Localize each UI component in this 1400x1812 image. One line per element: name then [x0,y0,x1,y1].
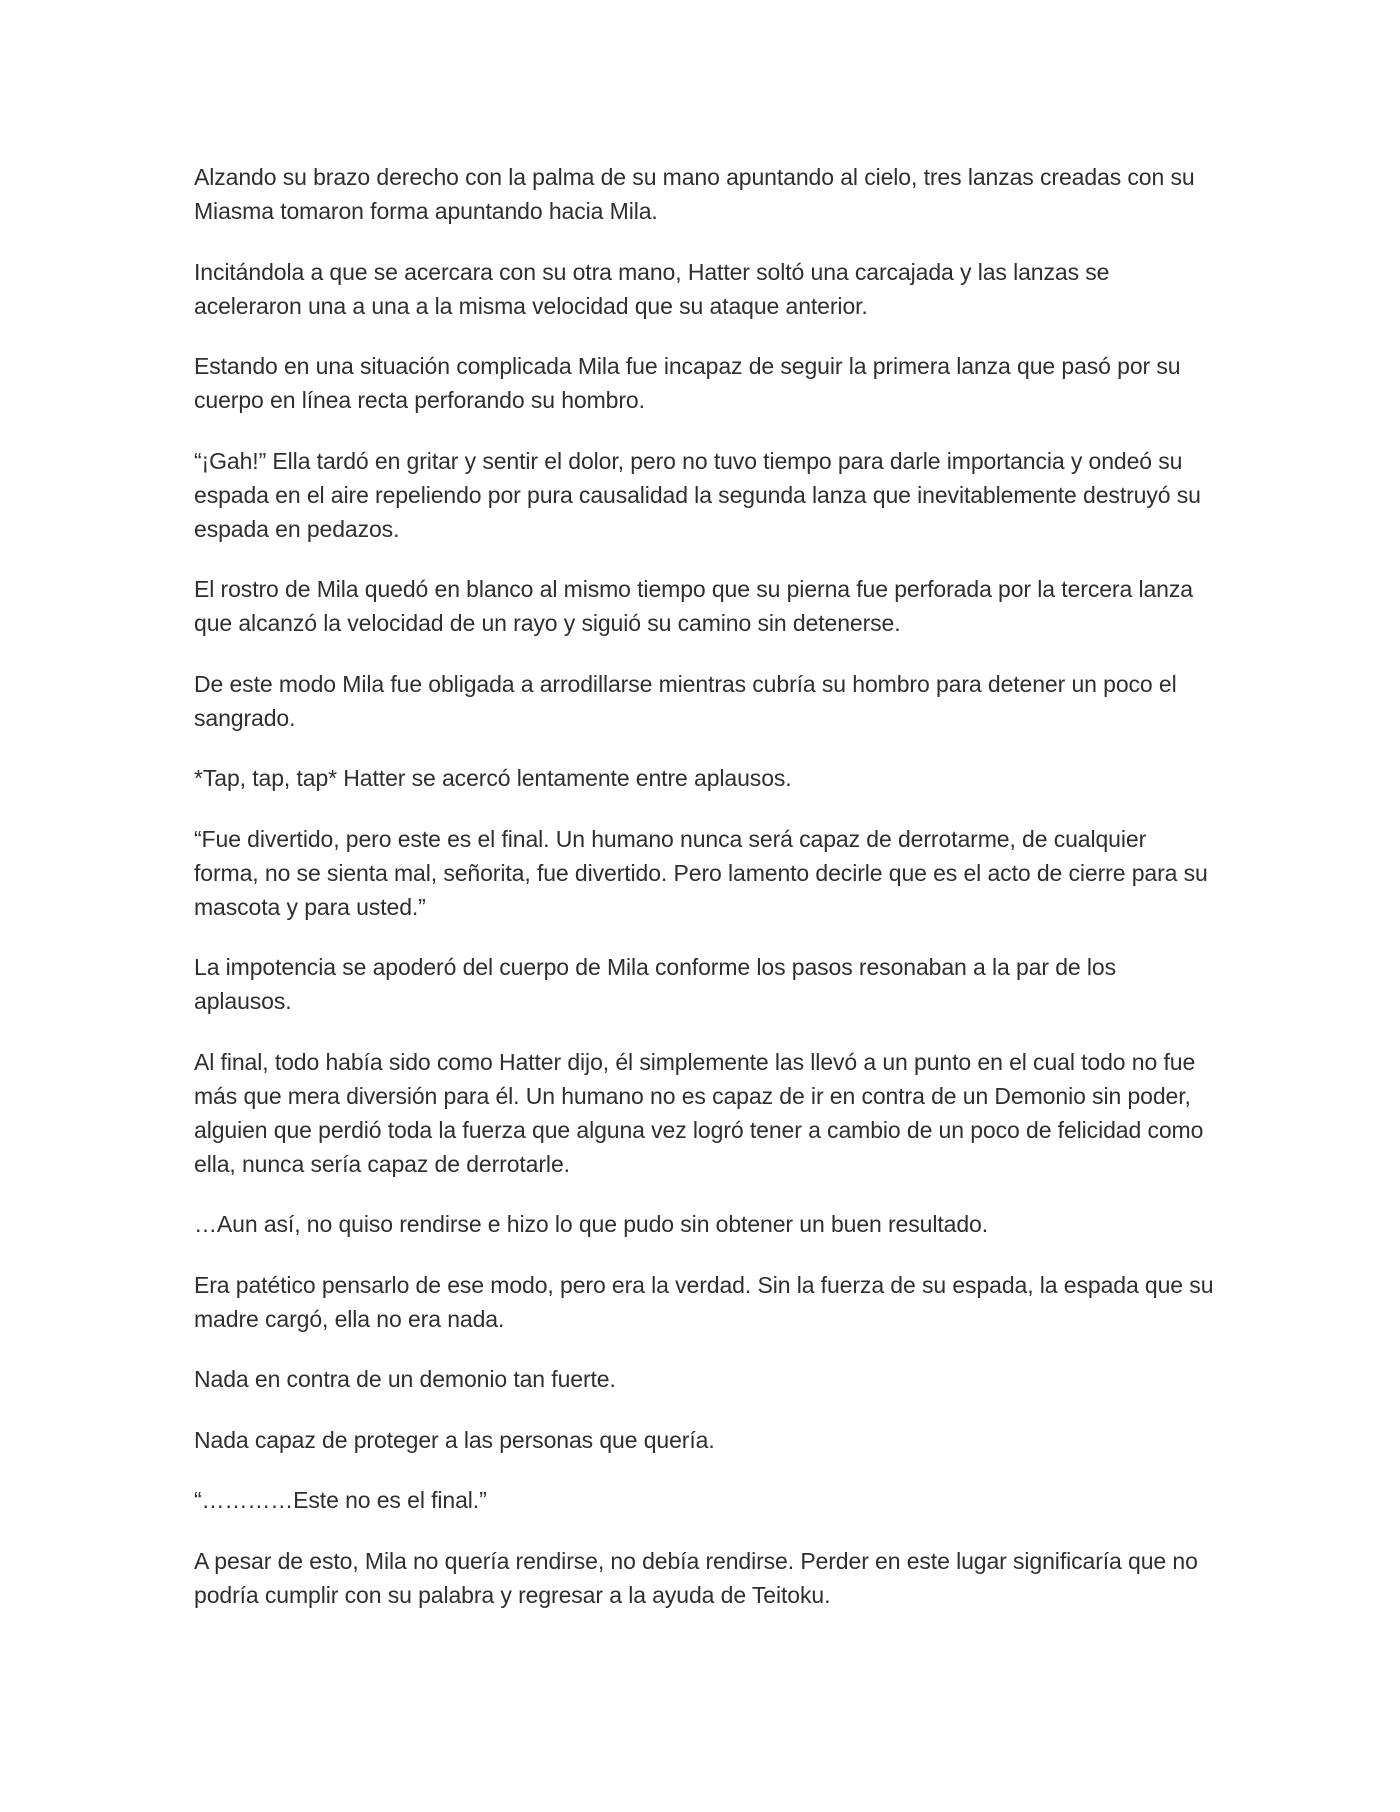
paragraph: Alzando su brazo derecho con la palma de su mano apuntando al cielo, tres lanzas creadas con su Miasma tomaron forma apuntando hacia Mila. [194,164,1195,224]
text-body [194,160,1214,1638]
paragraph: Al final, todo había sido como Hatter dijo, él simplemente las llevó a un punto en el cual todo no fue más que mera diversión para él. Un humano no es capaz de ir en contra de un Demonio sin poder, alguien que perdió toda la fuerza que alguna vez logró tener a cambio de un poco de felicidad como ella, nunca sería capaz de derrotarle. [194,1048,1204,1177]
paragraph: Nada en contra de un demonio tan fuerte. [194,1366,616,1392]
paragraph: El rostro de Mila quedó en blanco al mismo tiempo que su pierna fue perforada por la tercera lanza que alcanzó la velocidad de un rayo y siguió su camino sin detenerse. [194,576,1193,636]
paragraph: Estando en una situación complicada Mila fue incapaz de seguir la primera lanza que pasó por su cuerpo en línea recta perforando su hombro. [194,353,1181,413]
paragraph: Era patético pensarlo de ese modo, pero era la verdad. Sin la fuerza de su espada, la espada que su madre cargó, ella no era nada. [194,1271,1214,1332]
paragraph: La impotencia se apoderó del cuerpo de Mila conforme los pasos resonaban a la par de los aplausos. [194,954,1116,1014]
paragraph: De este modo Mila fue obligada a arrodillarse mientras cubría su hombro para detener un poco el sangrado. [194,670,1177,731]
paragraph: “…………Este no es el final.” [194,1487,487,1513]
paragraph: “¡Gah!” Ella tardó en gritar y sentir el dolor, pero no tuvo tiempo para darle importancia y ondeó su espada en el aire repeliendo por pura causalidad la segunda lanza que inevitablemente destruyó su espada en pedazos. [194,447,1201,542]
paragraph: “Fue divertido, pero este es el final. Un humano nunca será capaz de derrotarme, de cualquier forma, no se sienta mal, señorita, fue divertido. Pero lamento decirle que es el acto de cierre para su mascota y para usted.” [194,825,1208,920]
paragraph: *Tap, tap, tap* Hatter se acercó lentamente entre aplausos. [194,765,792,791]
paragraph: A pesar de esto, Mila no quería rendirse, no debía rendirse. Perder en este lugar significaría que no podría cumplir con su palabra y regresar a la ayuda de Teitoku. [194,1547,1198,1608]
paragraph: Nada capaz de proteger a las personas que quería. [194,1426,715,1453]
paragraph: Incitándola a que se acercara con su otra mano, Hatter soltó una carcajada y las lanzas se aceleraron una a una a la misma velocidad que su ataque anterior. [194,258,1110,319]
paragraph: …Aun así, no quiso rendirse e hizo lo que pudo sin obtener un buen resultado. [194,1211,989,1237]
